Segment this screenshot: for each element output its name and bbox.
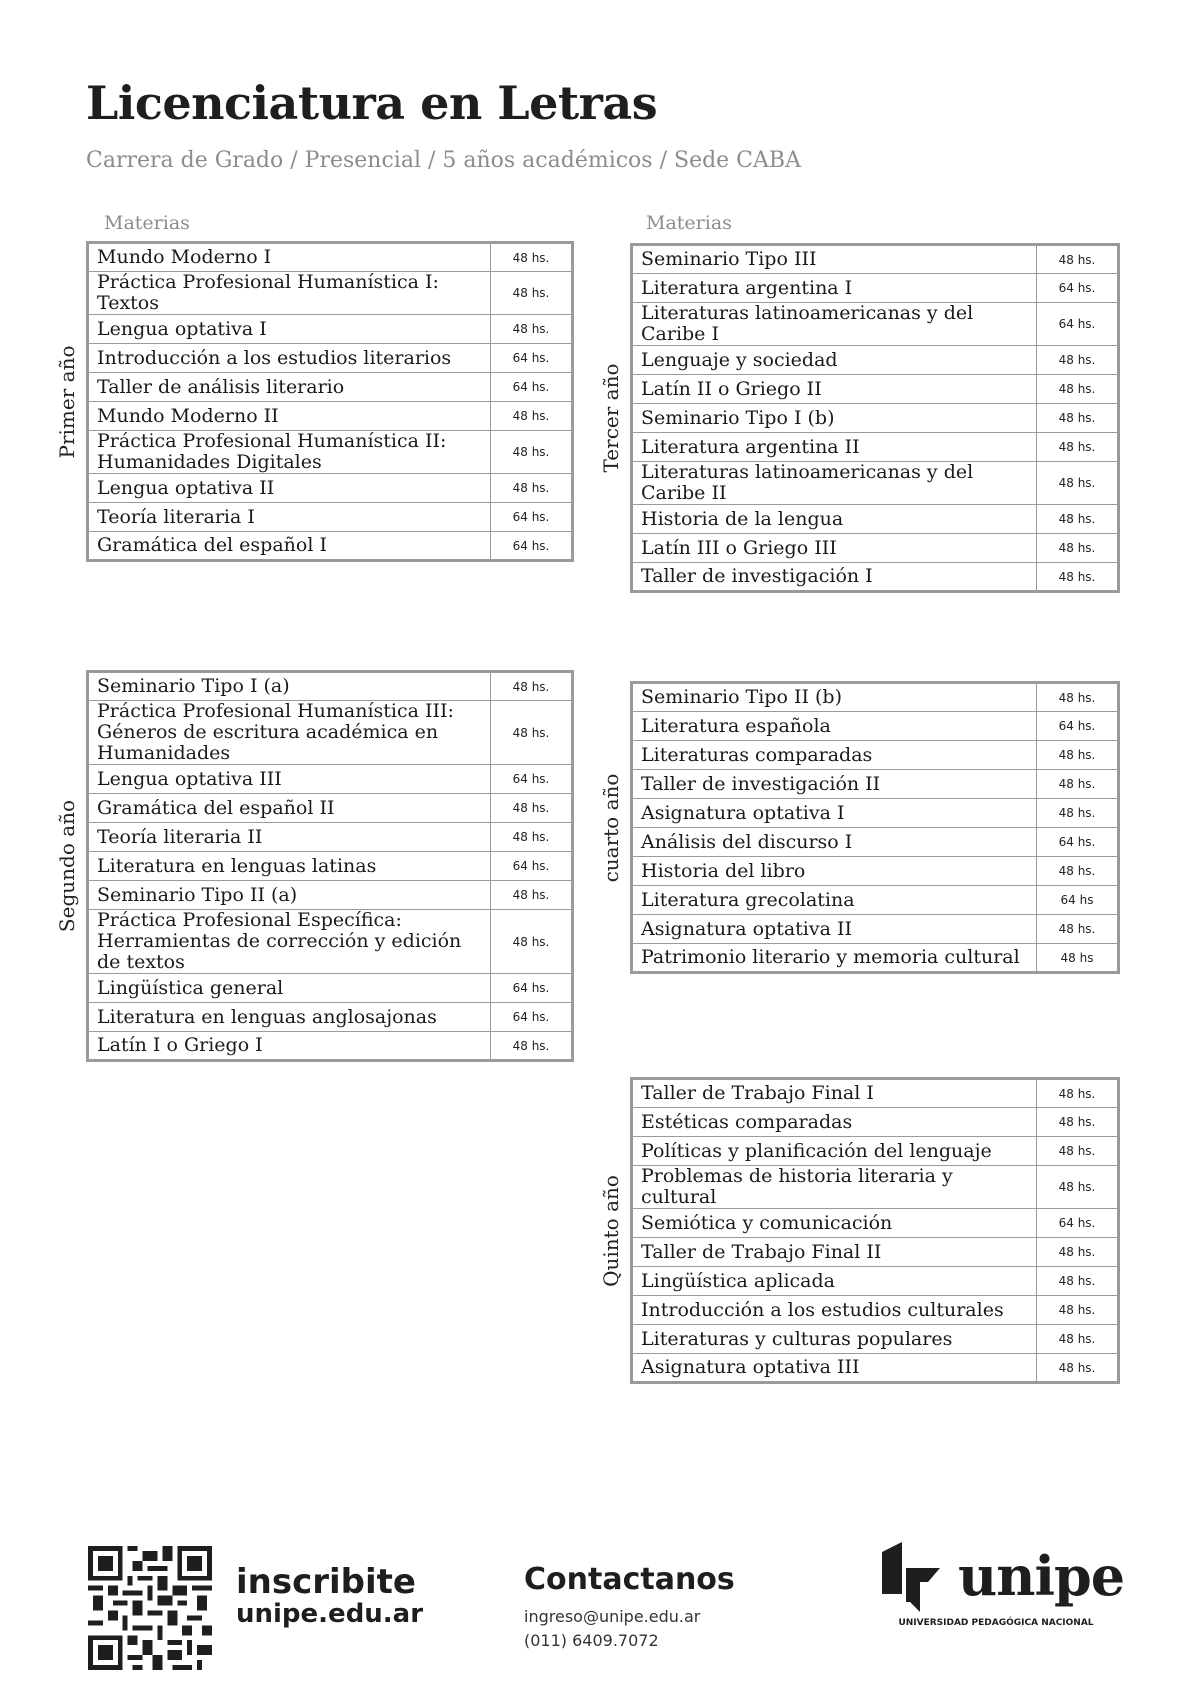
subject-name: Patrimonio literario y memoria cultural (632, 944, 1037, 973)
contact-phone: (011) 6409.7072 (524, 1631, 659, 1650)
subject-row (632, 303, 1119, 346)
year-label: cuarto año (599, 773, 623, 882)
subject-hours: 48 hs. (1037, 1325, 1119, 1354)
subject-name: Taller de análisis literario (88, 373, 491, 402)
subject-hours: 48 hs. (1037, 1079, 1119, 1108)
subject-hours: 48 hs. (1037, 534, 1119, 563)
subjects-table (630, 243, 1120, 593)
subject-name: Seminario Tipo I (a) (88, 672, 491, 701)
subject-name: Práctica Profesional Humanística I: Textos (88, 272, 491, 315)
subject-name: Gramática del español II (88, 794, 491, 823)
subject-row (88, 1032, 573, 1061)
year-label-wrap (52, 241, 82, 562)
subject-row (88, 852, 573, 881)
subject-name: Latín II o Griego II (632, 375, 1037, 404)
subject-row (632, 1296, 1119, 1325)
subject-row (88, 243, 573, 272)
year-label: Quinto año (599, 1174, 623, 1287)
year-label-wrap (596, 681, 626, 974)
subject-row (88, 272, 573, 315)
subject-hours: 64 hs. (1037, 1209, 1119, 1238)
subject-hours: 48 hs. (1037, 1137, 1119, 1166)
subject-hours: 48 hs. (1037, 1238, 1119, 1267)
subject-hours: 64 hs. (491, 974, 573, 1003)
year-block-cuarto (599, 681, 1120, 974)
left-column-label: Materias (104, 212, 190, 234)
subject-hours: 48 hs. (491, 315, 573, 344)
subject-row (632, 915, 1119, 944)
subject-row (88, 344, 573, 373)
subject-row (632, 1238, 1119, 1267)
subject-name: Historia del libro (632, 857, 1037, 886)
year-label: Segundo año (55, 799, 79, 933)
subject-hours: 48 hs. (1037, 799, 1119, 828)
year-label-wrap (52, 670, 82, 1062)
subject-row (88, 373, 573, 402)
subject-hours: 48 hs. (491, 823, 573, 852)
subject-name: Práctica Profesional Humanística III: Géneros de escritura académica en Humanidades (88, 701, 491, 765)
subject-name: Lenguaje y sociedad (632, 346, 1037, 375)
subject-row (632, 274, 1119, 303)
subject-hours: 64 hs. (1037, 828, 1119, 857)
year-block-tercer (599, 243, 1120, 593)
subject-name: Taller de Trabajo Final II (632, 1238, 1037, 1267)
signup-url[interactable]: unipe.edu.ar (236, 1599, 424, 1629)
subject-hours: 48 hs. (1037, 915, 1119, 944)
subject-row (632, 1267, 1119, 1296)
subject-name: Estéticas comparadas (632, 1108, 1037, 1137)
subject-name: Asignatura optativa II (632, 915, 1037, 944)
subject-hours: 64 hs. (1037, 274, 1119, 303)
subject-hours: 48 hs. (1037, 1296, 1119, 1325)
subject-name: Taller de investigación I (632, 563, 1037, 592)
subject-hours: 48 hs. (1037, 375, 1119, 404)
subject-row (88, 474, 573, 503)
subject-hours: 48 hs. (491, 243, 573, 272)
subject-name: Seminario Tipo II (b) (632, 683, 1037, 712)
subject-row (632, 1166, 1119, 1209)
subject-row (632, 886, 1119, 915)
page-title: Licenciatura en Letras (86, 76, 658, 130)
subject-row (632, 1137, 1119, 1166)
subject-row (632, 245, 1119, 274)
subject-name: Asignatura optativa III (632, 1354, 1037, 1383)
subject-name: Seminario Tipo II (a) (88, 881, 491, 910)
subject-hours: 48 hs. (491, 910, 573, 974)
subject-row (632, 375, 1119, 404)
subject-row (632, 712, 1119, 741)
year-block-primer (55, 241, 574, 562)
subject-row (632, 1209, 1119, 1238)
subject-name: Práctica Profesional Específica: Herramientas de corrección y edición de textos (88, 910, 491, 974)
subject-name: Literaturas latinoamericanas y del Caribe I (632, 303, 1037, 346)
subject-hours: 48 hs. (1037, 433, 1119, 462)
subject-hours: 48 hs. (1037, 741, 1119, 770)
subject-name: Mundo Moderno I (88, 243, 491, 272)
subject-name: Lengua optativa III (88, 765, 491, 794)
subject-row (88, 765, 573, 794)
subject-name: Seminario Tipo I (b) (632, 404, 1037, 433)
contact-block (524, 1562, 735, 1653)
subject-hours: 48 hs. (1037, 563, 1119, 592)
subject-row (632, 1108, 1119, 1137)
subject-hours: 64 hs. (491, 852, 573, 881)
subject-name: Mundo Moderno II (88, 402, 491, 431)
subjects-table (630, 681, 1120, 974)
contact-title: Contactanos (524, 1562, 735, 1597)
subject-row (88, 402, 573, 431)
subject-hours: 48 hs. (491, 474, 573, 503)
subjects-table (86, 241, 574, 562)
subject-hours: 64 hs. (491, 344, 573, 373)
subject-hours: 48 hs. (1037, 683, 1119, 712)
signup-cta (236, 1562, 424, 1630)
year-block-quinto (599, 1077, 1120, 1384)
subject-name: Análisis del discurso I (632, 828, 1037, 857)
subject-row (632, 462, 1119, 505)
subject-name: Gramática del español I (88, 532, 491, 561)
subject-hours: 48 hs. (491, 272, 573, 315)
subject-name: Lingüística general (88, 974, 491, 1003)
subject-name: Latín I o Griego I (88, 1032, 491, 1061)
logo-subtitle: UNIVERSIDAD PEDAGÓGICA NACIONAL (898, 1618, 1094, 1628)
subject-name: Literaturas comparadas (632, 741, 1037, 770)
right-column-label: Materias (646, 212, 732, 234)
subject-name: Taller de Trabajo Final I (632, 1079, 1037, 1108)
subject-hours: 48 hs. (1037, 346, 1119, 375)
subject-hours: 48 hs. (491, 701, 573, 765)
subject-row (632, 741, 1119, 770)
subject-row (632, 799, 1119, 828)
subject-hours: 48 hs. (1037, 1354, 1119, 1383)
subject-hours: 48 hs. (1037, 245, 1119, 274)
subject-name: Políticas y planificación del lenguaje (632, 1137, 1037, 1166)
subject-name: Latín III o Griego III (632, 534, 1037, 563)
subject-name: Asignatura optativa I (632, 799, 1037, 828)
subject-name: Teoría literaria I (88, 503, 491, 532)
subject-row (88, 881, 573, 910)
subject-row (632, 770, 1119, 799)
subject-hours: 64 hs. (1037, 712, 1119, 741)
subject-name: Práctica Profesional Humanística II: Humanidades Digitales (88, 431, 491, 474)
subject-row (632, 1079, 1119, 1108)
subject-name: Literaturas y culturas populares (632, 1325, 1037, 1354)
subject-name: Literatura en lenguas latinas (88, 852, 491, 881)
subject-row (632, 944, 1119, 973)
page-subtitle: Carrera de Grado / Presencial / 5 años académicos / Sede CABA (86, 148, 801, 173)
subject-hours: 64 hs. (1037, 303, 1119, 346)
subject-row (632, 404, 1119, 433)
subject-name: Lengua optativa I (88, 315, 491, 344)
contact-email[interactable]: ingreso@unipe.edu.ar (524, 1607, 701, 1626)
subject-name: Semiótica y comunicación (632, 1209, 1037, 1238)
subject-name: Literatura grecolatina (632, 886, 1037, 915)
subject-row (632, 1354, 1119, 1383)
subject-row (632, 505, 1119, 534)
subject-row (88, 823, 573, 852)
qr-code-icon (88, 1546, 212, 1670)
subject-name: Lingüística aplicada (632, 1267, 1037, 1296)
subject-row (88, 672, 573, 701)
subject-hours: 48 hs. (491, 402, 573, 431)
subject-row (88, 701, 573, 765)
subject-name: Lengua optativa II (88, 474, 491, 503)
subjects-table (86, 670, 574, 1062)
subject-row (632, 433, 1119, 462)
subject-name: Teoría literaria II (88, 823, 491, 852)
subject-hours: 48 hs. (1037, 404, 1119, 433)
subject-hours: 64 hs. (491, 765, 573, 794)
subject-row (632, 563, 1119, 592)
subject-hours: 64 hs. (491, 373, 573, 402)
subject-row (88, 315, 573, 344)
subject-hours: 48 hs. (1037, 1166, 1119, 1209)
subject-row (88, 532, 573, 561)
subject-hours: 64 hs. (491, 1003, 573, 1032)
year-label-wrap (596, 1077, 626, 1384)
subject-hours: 48 hs (1037, 944, 1119, 973)
subject-name: Literatura argentina II (632, 433, 1037, 462)
subject-name: Taller de investigación II (632, 770, 1037, 799)
subject-hours: 64 hs. (491, 503, 573, 532)
subject-row (88, 1003, 573, 1032)
subject-name: Literatura española (632, 712, 1037, 741)
subject-name: Historia de la lengua (632, 505, 1037, 534)
subject-hours: 48 hs. (1037, 1267, 1119, 1296)
signup-label: inscribite (236, 1562, 416, 1602)
subject-row (88, 431, 573, 474)
subject-row (632, 1325, 1119, 1354)
subject-name: Literaturas latinoamericanas y del Caribe II (632, 462, 1037, 505)
subjects-table (630, 1077, 1120, 1384)
year-label: Tercer año (599, 363, 623, 473)
subject-row (632, 346, 1119, 375)
subject-name: Introducción a los estudios literarios (88, 344, 491, 373)
subject-row (88, 503, 573, 532)
subject-row (632, 857, 1119, 886)
subject-hours: 48 hs. (491, 1032, 573, 1061)
subject-hours: 48 hs. (1037, 857, 1119, 886)
subject-name: Literatura en lenguas anglosajonas (88, 1003, 491, 1032)
subject-row (632, 683, 1119, 712)
logo-wordmark: unipe (958, 1544, 1125, 1608)
subject-name: Literatura argentina I (632, 274, 1037, 303)
year-block-segundo (55, 670, 574, 1062)
year-label-wrap (596, 243, 626, 593)
subject-hours: 48 hs. (1037, 1108, 1119, 1137)
subject-row (88, 974, 573, 1003)
subject-row (88, 794, 573, 823)
subject-row (88, 910, 573, 974)
subject-row (632, 828, 1119, 857)
subject-hours: 48 hs. (491, 431, 573, 474)
subject-name: Introducción a los estudios culturales (632, 1296, 1037, 1325)
subject-hours: 64 hs. (491, 532, 573, 561)
year-label: Primer año (55, 345, 79, 458)
subject-hours: 48 hs. (491, 672, 573, 701)
subject-name: Seminario Tipo III (632, 245, 1037, 274)
subject-hours: 48 hs. (491, 881, 573, 910)
subject-hours: 48 hs. (1037, 505, 1119, 534)
subject-row (632, 534, 1119, 563)
subject-hours: 48 hs. (491, 794, 573, 823)
subject-hours: 64 hs (1037, 886, 1119, 915)
subject-hours: 48 hs. (1037, 770, 1119, 799)
subject-hours: 48 hs. (1037, 462, 1119, 505)
subject-name: Problemas de historia literaria y cultural (632, 1166, 1037, 1209)
